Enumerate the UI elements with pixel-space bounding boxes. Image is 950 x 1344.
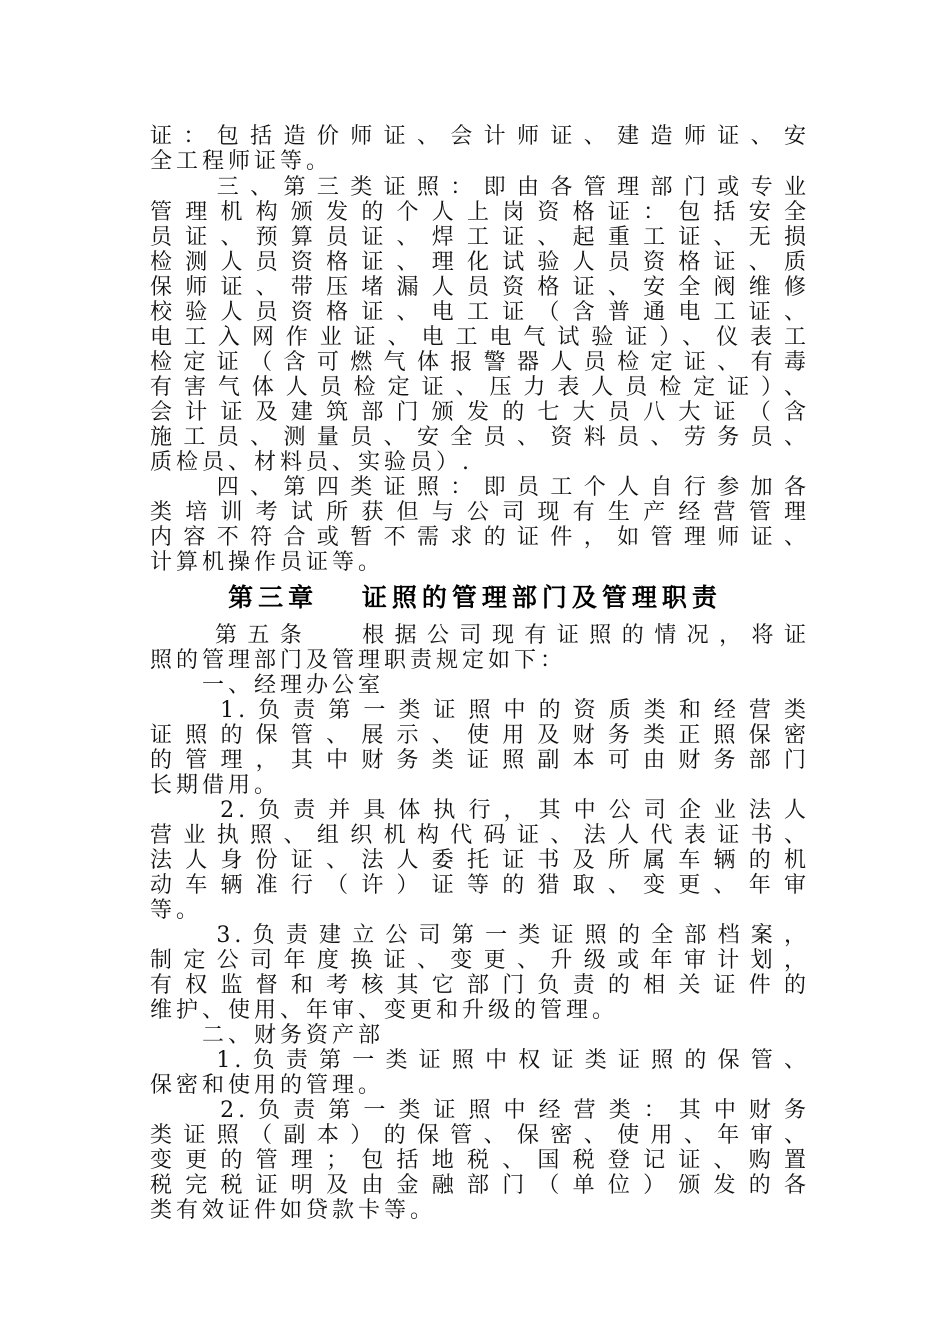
text-line: 的管理，其中财务类证照副本可由财务部门 bbox=[150, 748, 810, 773]
text-line: 质检员、材料员、实验员）. bbox=[150, 450, 473, 475]
text-line: 保密和使用的管理。 bbox=[150, 1073, 385, 1098]
text-line: 施工员、测量员、安全员、资料员、劳务员、 bbox=[150, 425, 810, 450]
text-line: 法人身份证、法人委托证书及所属车辆的机 bbox=[150, 848, 810, 873]
text-line: 电工入网作业证、电工电气试验证）、仪表工 bbox=[150, 325, 810, 350]
text-line: 四、第四类证照：即员工个人自行参加各 bbox=[150, 475, 810, 500]
text-line: 等。 bbox=[150, 898, 203, 923]
text-line: 类有效证件如贷款卡等。 bbox=[150, 1198, 437, 1223]
text-line: 3.负责建立公司第一类证照的全部档案， bbox=[150, 923, 810, 948]
text-line: 有权监督和考核其它部门负责的相关证件的 bbox=[150, 973, 810, 998]
text-line: 有害气体人员检定证、压力表人员检定证）、 bbox=[150, 375, 810, 400]
text-line: 2.负责并具体执行，其中公司企业法人 bbox=[150, 798, 810, 823]
text-line: 员证、预算员证、焊工证、起重工证、无损 bbox=[150, 225, 810, 250]
text-line: 类培训考试所获但与公司现有生产经营管理 bbox=[150, 500, 810, 525]
text-line: 证照的保管、展示、使用及财务类正照保密 bbox=[150, 723, 810, 748]
text-line: 制定公司年度换证、变更、升级或年审计划， bbox=[150, 948, 810, 973]
text-line: 类证照（副本）的保管、保密、使用、年审、 bbox=[150, 1123, 810, 1148]
text-line: 税完税证明及由金融部门（单位）颁发的各 bbox=[150, 1173, 810, 1198]
text-line: 一、经理办公室 bbox=[150, 673, 385, 698]
text-line: 二、财务资产部 bbox=[150, 1023, 385, 1048]
text-line: 计算机操作员证等。 bbox=[150, 550, 385, 575]
text-line: 保师证、带压堵漏人员资格证、安全阀维修 bbox=[150, 275, 810, 300]
text-line: 营业执照、组织机构代码证、法人代表证书、 bbox=[150, 823, 810, 848]
text-line: 证：包括造价师证、会计师证、建造师证、安 bbox=[150, 124, 810, 149]
text-line: 第五条 根据公司现有证照的情况，将证 bbox=[150, 623, 810, 648]
text-line: 检定证（含可燃气体报警器人员检定证、有毒 bbox=[150, 350, 810, 375]
text-line: 校验人员资格证、电工证（含普通电工证、 bbox=[150, 300, 810, 325]
text-line: 动车辆准行（许）证等的猎取、变更、年审 bbox=[150, 873, 810, 898]
text-line: 三、第三类证照：即由各管理部门或专业 bbox=[150, 175, 810, 200]
text-line: 1.负责第一类证照中的资质类和经营类 bbox=[150, 698, 810, 723]
text-line: 内容不符合或暂不需求的证件，如管理师证、 bbox=[150, 525, 810, 550]
text-line: 变更的管理；包括地税、国税登记证、购置 bbox=[150, 1148, 810, 1173]
chapter-heading: 第三章 证照的管理部门及管理职责 bbox=[228, 583, 722, 612]
text-line: 检测人员资格证、理化试验人员资格证、质 bbox=[150, 250, 810, 275]
text-line: 会计证及建筑部门颁发的七大员八大证（含 bbox=[150, 400, 810, 425]
text-line: 2.负责第一类证照中经营类：其中财务 bbox=[150, 1098, 810, 1123]
text-line: 维护、使用、年审、变更和升级的管理。 bbox=[150, 998, 619, 1023]
text-line: 1.负责第一类证照中权证类证照的保管、 bbox=[150, 1048, 810, 1073]
text-line: 照的管理部门及管理职责规定如下： bbox=[150, 648, 567, 673]
text-line: 全工程师证等。 bbox=[150, 149, 333, 174]
text-line: 管理机构颁发的个人上岗资格证：包括安全 bbox=[150, 200, 810, 225]
text-line: 长期借用。 bbox=[150, 773, 281, 798]
